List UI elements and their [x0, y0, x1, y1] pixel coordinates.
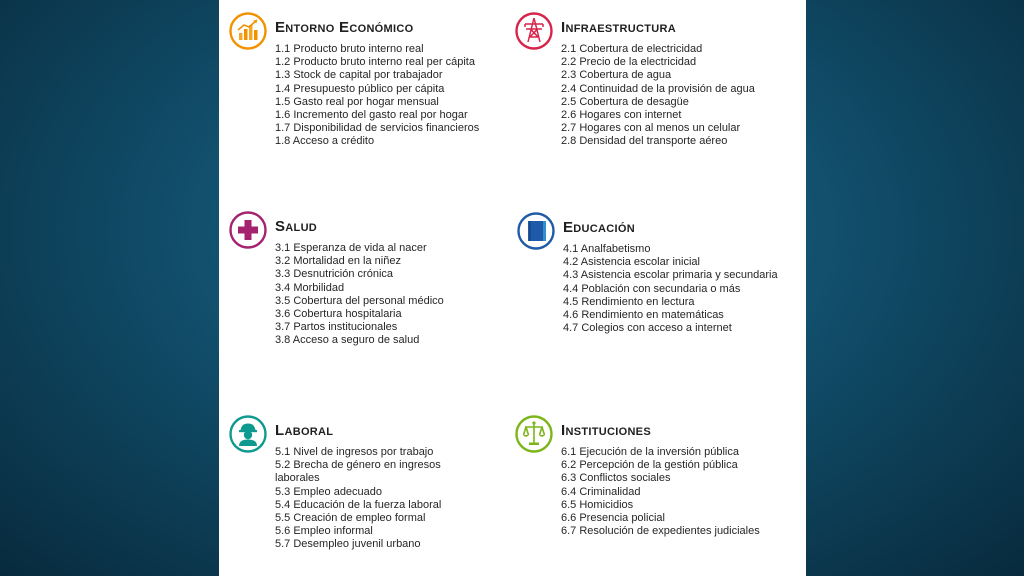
list-item: 3.5 Cobertura del personal médico: [275, 294, 444, 307]
list-item: 6.2 Percepción de la gestión pública: [561, 459, 738, 472]
list-item: 6.1 Ejecución de la inversión pública: [561, 446, 739, 458]
list-item: 1.2 Producto bruto interno real per cápita: [275, 56, 475, 69]
section-title: Instituciones: [561, 422, 651, 439]
list-item: 1.6 Incremento del gasto real por hogar: [275, 109, 468, 122]
chart-growth-icon: [228, 11, 268, 51]
worker-icon: [228, 414, 268, 454]
list-item: 6.7 Resolución de expedientes judiciales: [561, 525, 760, 538]
indicator-list: [275, 43, 479, 149]
list-item: 2.7 Hogares con al menos un celular: [561, 122, 741, 135]
indicator-list: [275, 242, 444, 348]
list-item: 5.7 Desempleo juvenil urbano: [275, 538, 421, 551]
book-icon: [516, 211, 556, 251]
list-item: 4.6 Rendimiento en matemáticas: [563, 309, 724, 322]
section-title: Laboral: [275, 422, 334, 439]
list-item: 1.7 Disponibilidad de servicios financieros: [275, 122, 480, 135]
list-item: 2.2 Precio de la electricidad: [561, 56, 697, 69]
list-item: 1.1 Producto bruto interno real: [275, 43, 424, 55]
list-item: 2.5 Cobertura de desagüe: [561, 95, 689, 108]
list-item: 5.3 Empleo adecuado: [275, 485, 383, 498]
list-item: 2.4 Continuidad de la provisión de agua: [561, 82, 755, 95]
indicator-list: [275, 446, 460, 552]
section-title: Infraestructura: [561, 19, 676, 36]
list-item: 4.5 Rendimiento en lectura: [563, 295, 695, 308]
list-item: 3.1 Esperanza de vida al nacer: [275, 242, 427, 254]
list-item: 3.7 Partos institucionales: [275, 321, 398, 334]
list-item: 5.2 Brecha de género en ingresos laborales: [275, 459, 441, 485]
list-item: 1.4 Presupuesto público per cápita: [275, 82, 445, 95]
list-item: 6.6 Presencia policial: [561, 512, 665, 525]
section-title: Salud: [275, 218, 318, 235]
list-item: 1.3 Stock de capital por trabajador: [275, 69, 443, 82]
list-item: 4.7 Colegios con acceso a internet: [563, 322, 732, 335]
list-item: 4.4 Población con secundaria o más: [563, 282, 741, 295]
list-item: 6.5 Homicidios: [561, 498, 634, 511]
list-item: 3.3 Desnutrición crónica: [275, 268, 394, 281]
power-tower-icon: [514, 11, 554, 51]
list-item: 2.8 Densidad del transporte aéreo: [561, 135, 728, 148]
list-item: 5.1 Nivel de ingresos por trabajo: [275, 446, 434, 458]
list-item: 4.3 Asistencia escolar primaria y secundaria: [563, 269, 778, 282]
list-item: 3.2 Mortalidad en la niñez: [275, 255, 401, 268]
list-item: 2.3 Cobertura de agua: [561, 69, 672, 82]
list-item: 5.4 Educación de la fuerza laboral: [275, 498, 442, 511]
list-item: 2.1 Cobertura de electricidad: [561, 43, 703, 55]
list-item: 2.6 Hogares con internet: [561, 109, 682, 122]
health-cross-icon: [228, 210, 268, 250]
list-item: 3.4 Morbilidad: [275, 281, 345, 294]
section-title: Entorno Económico: [275, 19, 414, 36]
indicator-list: [561, 446, 760, 538]
indicator-list: [563, 243, 778, 335]
list-item: 3.6 Cobertura hospitalaria: [275, 308, 402, 321]
indicator-list: [561, 43, 755, 149]
list-item: 1.8 Acceso a crédito: [275, 135, 375, 148]
list-item: 1.5 Gasto real por hogar mensual: [275, 95, 439, 108]
scales-icon: [514, 414, 554, 454]
list-item: 5.5 Creación de empleo formal: [275, 512, 426, 525]
section-title: Educación: [563, 219, 635, 236]
list-item: 3.8 Acceso a seguro de salud: [275, 334, 420, 347]
document-page: [219, 0, 806, 576]
list-item: 4.1 Analfabetismo: [563, 243, 651, 255]
list-item: 4.2 Asistencia escolar inicial: [563, 256, 700, 269]
list-item: 5.6 Empleo informal: [275, 525, 373, 538]
list-item: 6.3 Conflictos sociales: [561, 472, 671, 485]
list-item: 6.4 Criminalidad: [561, 485, 641, 498]
